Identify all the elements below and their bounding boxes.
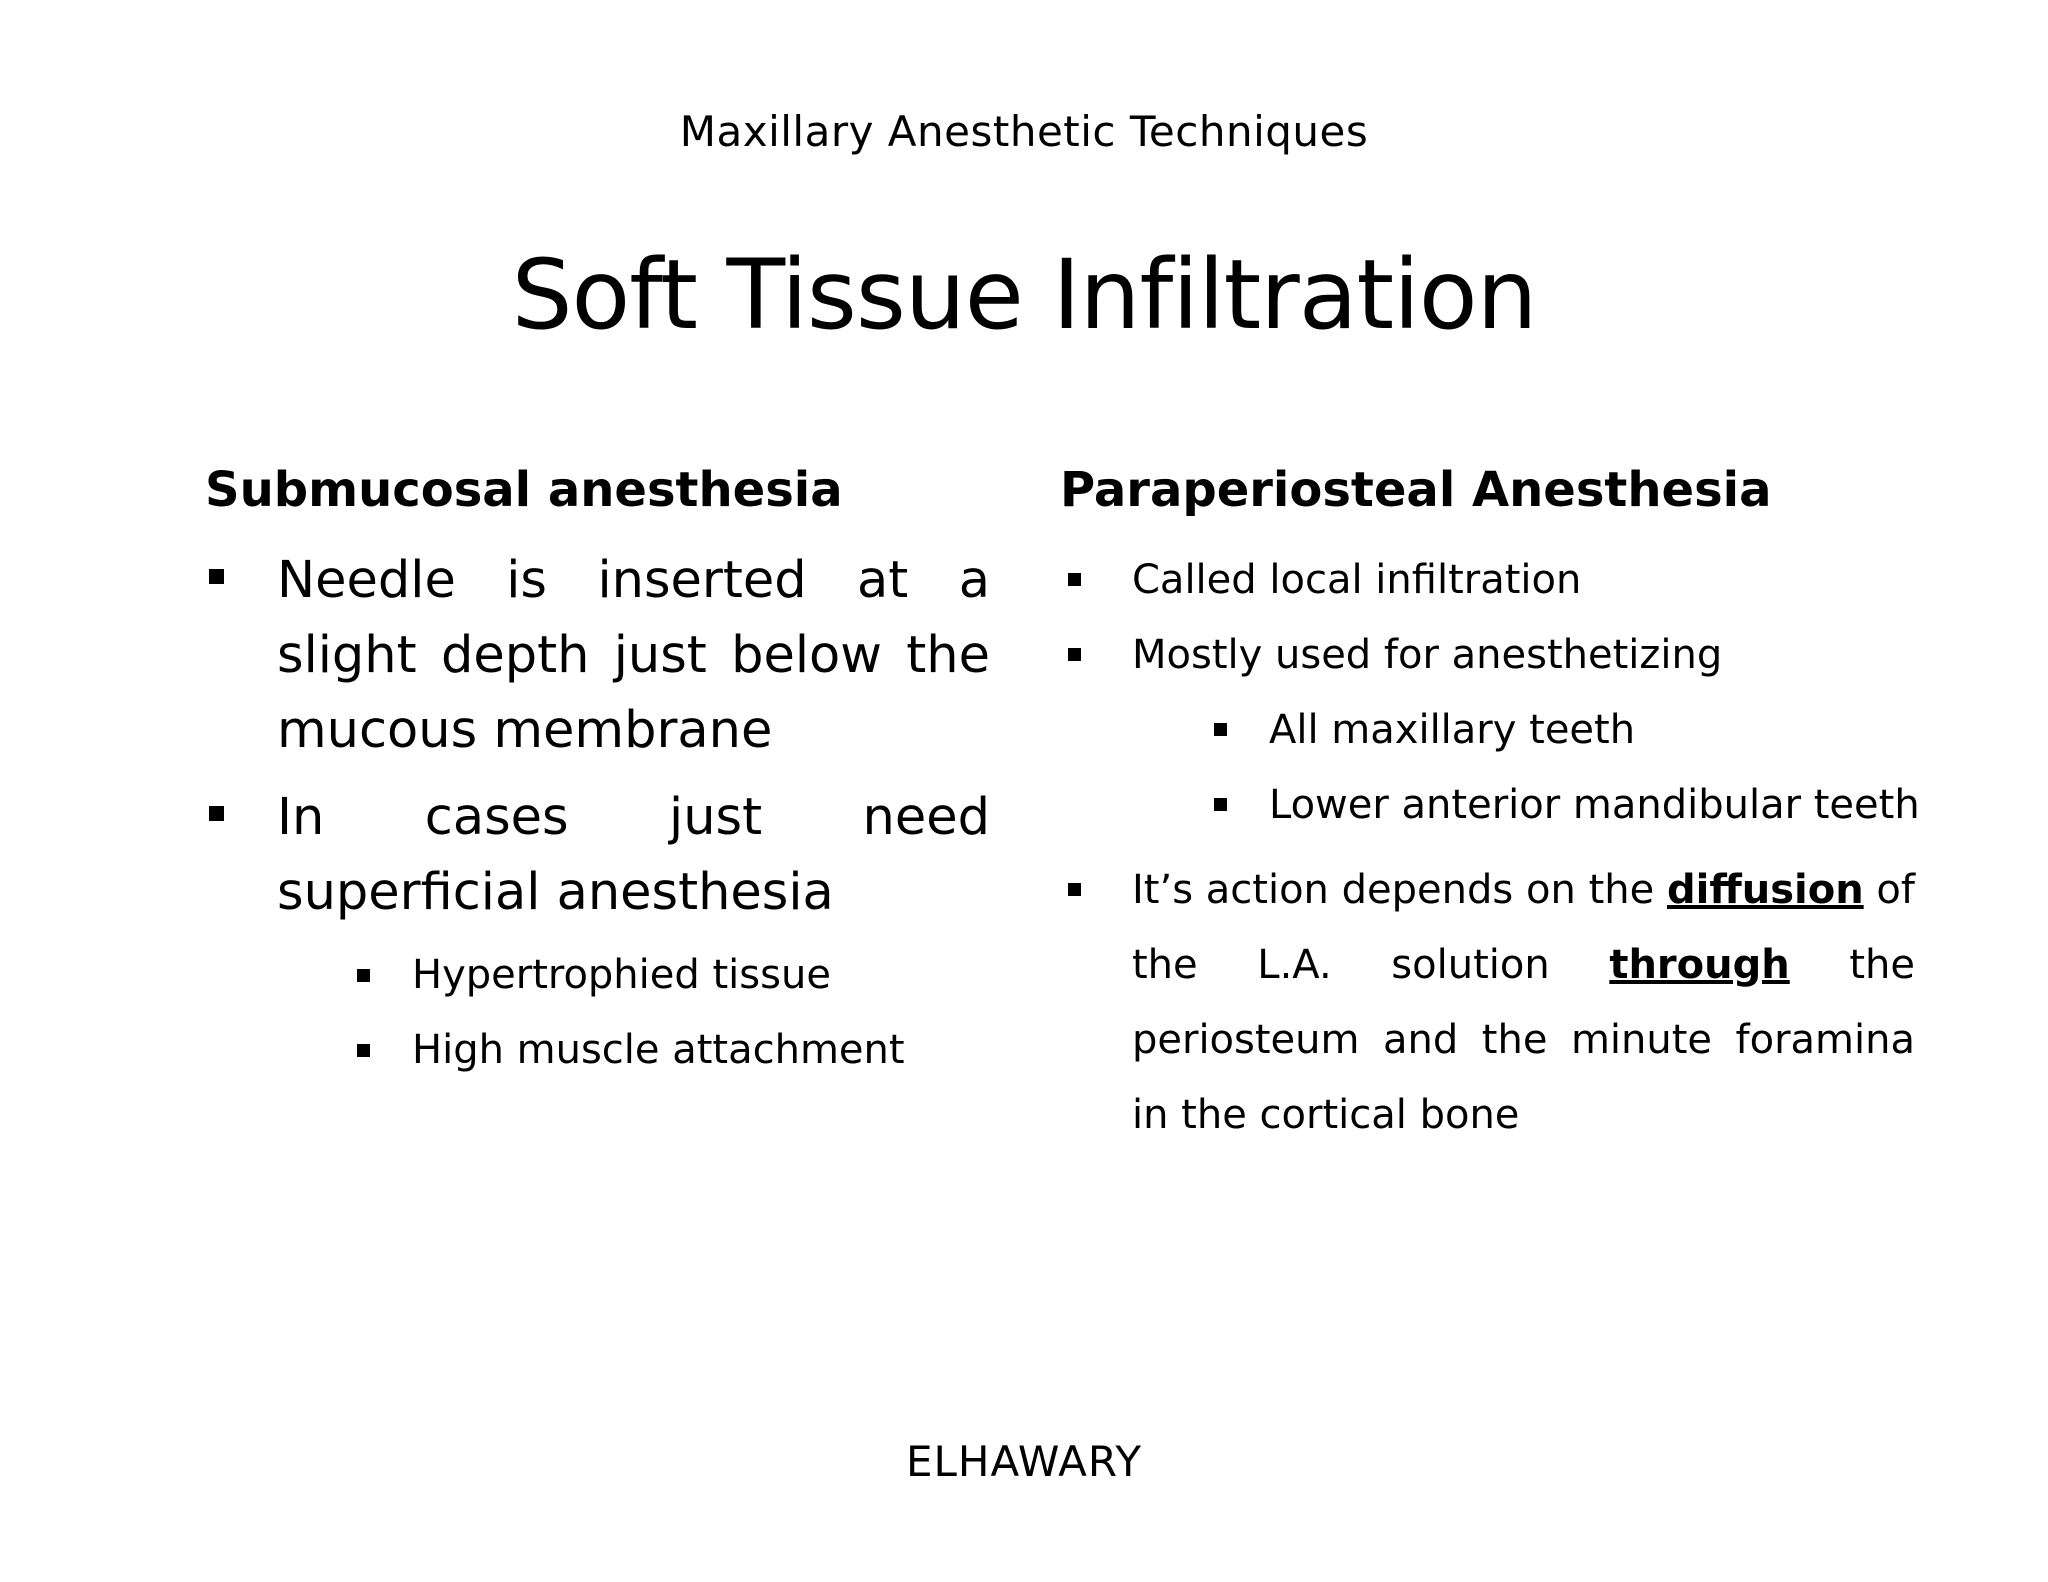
left-column-heading: Submucosal anesthesia (205, 462, 843, 518)
square-bullet-icon (1068, 573, 1081, 586)
action-text-part: the periosteum and the minute foramina in the cortical bone (1132, 942, 1915, 1138)
action-text-part: It’s action depends on the (1132, 867, 1667, 913)
sub-list-item-text: High muscle attachment (412, 1027, 905, 1073)
square-bullet-icon (209, 806, 224, 821)
square-bullet-icon (357, 969, 370, 982)
sub-list-item-text: All maxillary teeth (1269, 707, 1636, 753)
author-footer: ELHAWARY (905, 1437, 1143, 1486)
square-bullet-icon (1068, 648, 1081, 661)
keyword-diffusion: diffusion (1666, 867, 1864, 913)
course-header: Maxillary Anesthetic Techniques (679, 107, 1369, 156)
sub-list-item (1214, 768, 1920, 843)
sub-list-item-text: Lower anterior mandibular teeth (1269, 782, 1920, 828)
left-bullet-list (205, 543, 990, 1088)
right-column (1060, 455, 1920, 1153)
left-sub-bullet-list (277, 938, 990, 1088)
square-bullet-icon (357, 1044, 370, 1057)
square-bullet-icon (1214, 723, 1227, 736)
right-sub-bullet-list (1132, 693, 1920, 843)
square-bullet-icon (1214, 798, 1227, 811)
sub-list-item (357, 1013, 990, 1088)
square-bullet-icon (209, 569, 224, 584)
list-item-text: Called local infiltration (1132, 557, 1582, 603)
list-item-text: In cases just need superficial anesthesia (277, 788, 990, 922)
sub-list-item (1214, 693, 1915, 768)
list-item (1060, 618, 1920, 843)
action-text (1132, 867, 1915, 1138)
right-bullet-list (1060, 543, 1920, 1153)
list-item (205, 543, 990, 768)
action-text-part: of the L.A. solution (1132, 867, 1915, 988)
list-item-text: Mostly used for anesthetizing (1132, 632, 1723, 678)
right-column-heading: Paraperiosteal Anesthesia (1060, 462, 1772, 518)
sub-list-item (357, 938, 990, 1013)
square-bullet-icon (1068, 883, 1081, 896)
list-item-text: Needle is inserted at a slight depth just below the mucous membrane (277, 551, 990, 760)
slide-title: Soft Tissue Infiltration (511, 239, 1537, 351)
left-column (205, 455, 990, 1100)
list-item (1060, 853, 1915, 1153)
keyword-through: through (1609, 942, 1790, 988)
list-item (1060, 543, 1915, 618)
sub-list-item-text: Hypertrophied tissue (412, 952, 831, 998)
list-item (205, 780, 990, 1088)
